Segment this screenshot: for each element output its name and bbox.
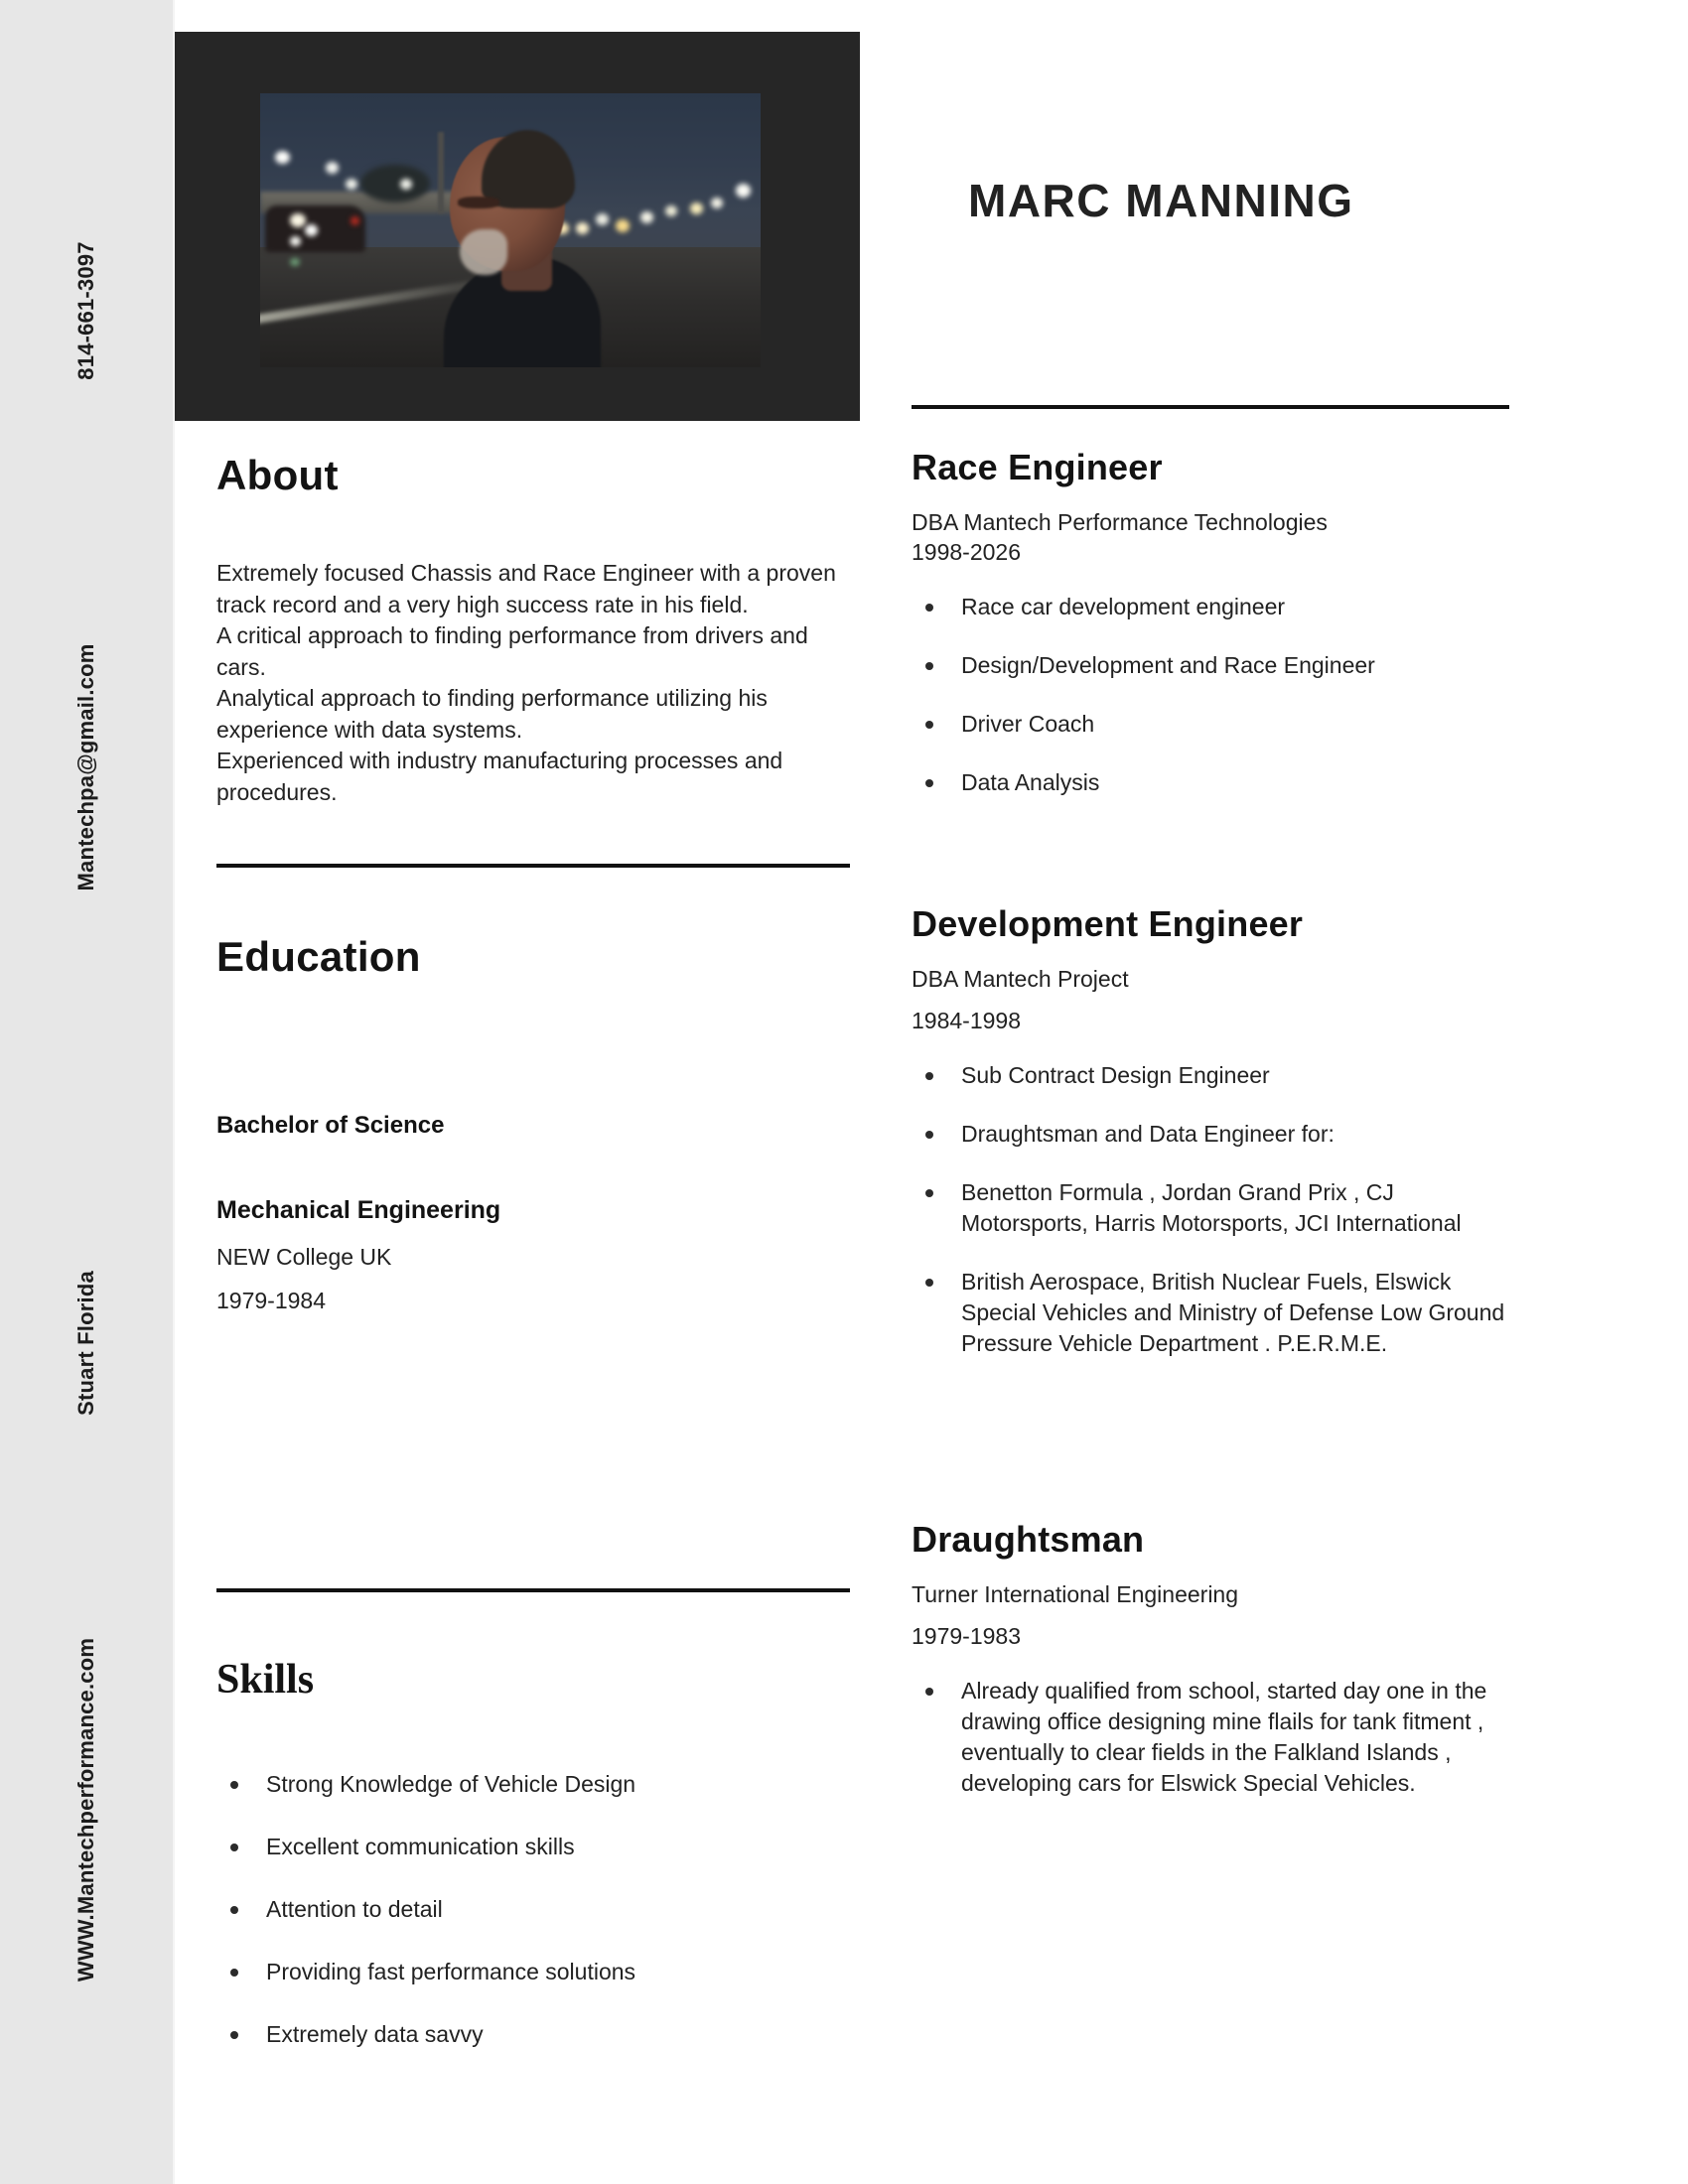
photo-person-beard: [460, 229, 507, 275]
contact-phone[interactable]: 814-661-3097: [73, 241, 98, 380]
job-bullet-item: Driver Coach: [912, 709, 1519, 740]
job-years: 1979-1983: [912, 1623, 1021, 1649]
contact-sidebar: [0, 0, 175, 2184]
job-bullet-item: Data Analysis: [912, 767, 1519, 798]
photo-bokeh-light: [290, 258, 300, 266]
photo-bokeh-light: [351, 216, 359, 225]
job-bullet-item: Benetton Formula , Jordan Grand Prix , CJ Motorsports, Harris Motorsports, JCI International: [912, 1177, 1519, 1239]
about-paragraph: Analytical approach to finding performance utilizing his experience with data systems.: [216, 685, 768, 743]
page-title: MARC MANNING: [968, 175, 1354, 226]
about-paragraph: Extremely focused Chassis and Race Engineer with a proven track record and a very high success rate in his field.: [216, 560, 836, 617]
contact-email[interactable]: Mantechpa@gmail.com: [73, 643, 98, 891]
job-title: Development Engineer: [912, 903, 1304, 944]
skill-item: Attention to detail: [216, 1894, 862, 1925]
education-years: 1979-1984: [216, 1288, 326, 1313]
divider-left-about: [216, 864, 850, 868]
job-organization: DBA Mantech Project: [912, 966, 1129, 992]
skill-item: Extremely data savvy: [216, 2019, 862, 2050]
job-bullet-item: Sub Contract Design Engineer: [912, 1060, 1519, 1091]
section-heading-education: Education: [216, 933, 421, 980]
divider-right-top: [912, 405, 1509, 409]
contact-location: Stuart Florida: [73, 1271, 98, 1416]
skill-item: Providing fast performance solutions: [216, 1957, 862, 1987]
job-title: Race Engineer: [912, 447, 1163, 487]
photo-bokeh-light: [326, 162, 339, 174]
section-heading-skills: Skills: [216, 1657, 315, 1703]
education-major: Mechanical Engineering: [216, 1196, 501, 1224]
section-heading-about: About: [216, 452, 339, 498]
divider-left-education: [216, 1588, 850, 1592]
job-bullet-item: Draughtsman and Data Engineer for:: [912, 1119, 1519, 1150]
job-entry: [912, 903, 1519, 1387]
photo-person-brow: [458, 197, 499, 208]
job-years: 1984-1998: [912, 1008, 1021, 1033]
job-bullet-item: Race car development engineer: [912, 592, 1519, 622]
photo-banner: [175, 32, 860, 421]
about-paragraph: A critical approach to finding performance from drivers and cars.: [216, 622, 808, 680]
job-bullet-list: [912, 1060, 1519, 1359]
contact-website[interactable]: WWW.Mantechperformance.com: [73, 1637, 98, 1982]
job-bullet-item: Design/Development and Race Engineer: [912, 650, 1519, 681]
job-bullet-item: Already qualified from school, started day one in the drawing office designing mine flails for tank fitment , eventually to clear fields in the Falkland Islands , developing cars for Elswick Special Vehicles.: [912, 1676, 1519, 1799]
skills-list: [216, 1769, 862, 2082]
job-title: Draughtsman: [912, 1519, 1145, 1560]
education-degree: Bachelor of Science: [216, 1112, 445, 1139]
job-bullet-item: British Aerospace, British Nuclear Fuels, Elswick Special Vehicles and Ministry of Defense Low Ground Pressure Vehicle Department . P.E.R.M.E.: [912, 1267, 1519, 1359]
photo-bokeh-light: [616, 219, 630, 232]
job-organization: DBA Mantech Performance Technologies: [912, 509, 1328, 535]
about-body-text: [216, 558, 862, 808]
photo-bokeh-light: [711, 198, 723, 208]
job-entry: [912, 447, 1519, 826]
education-school: NEW College UK: [216, 1244, 392, 1270]
job-bullet-list: [912, 592, 1519, 798]
photo-bokeh-light: [736, 184, 751, 198]
photo-bokeh-light: [400, 179, 412, 190]
job-entry: [912, 1519, 1519, 1827]
photo-bokeh-light: [640, 211, 653, 223]
photo-bokeh-light: [275, 151, 290, 164]
photo-bokeh-light: [346, 179, 357, 190]
job-years: 1998-2026: [912, 539, 1021, 565]
photo-person: [440, 137, 600, 367]
photo-bokeh-light: [290, 236, 301, 246]
skill-item: Excellent communication skills: [216, 1832, 862, 1862]
skill-item: Strong Knowledge of Vehicle Design: [216, 1769, 862, 1800]
job-bullet-list: [912, 1676, 1519, 1799]
profile-photo: [260, 93, 761, 367]
job-organization: Turner International Engineering: [912, 1581, 1239, 1607]
about-paragraph: Experienced with industry manufacturing processes and procedures.: [216, 748, 783, 805]
